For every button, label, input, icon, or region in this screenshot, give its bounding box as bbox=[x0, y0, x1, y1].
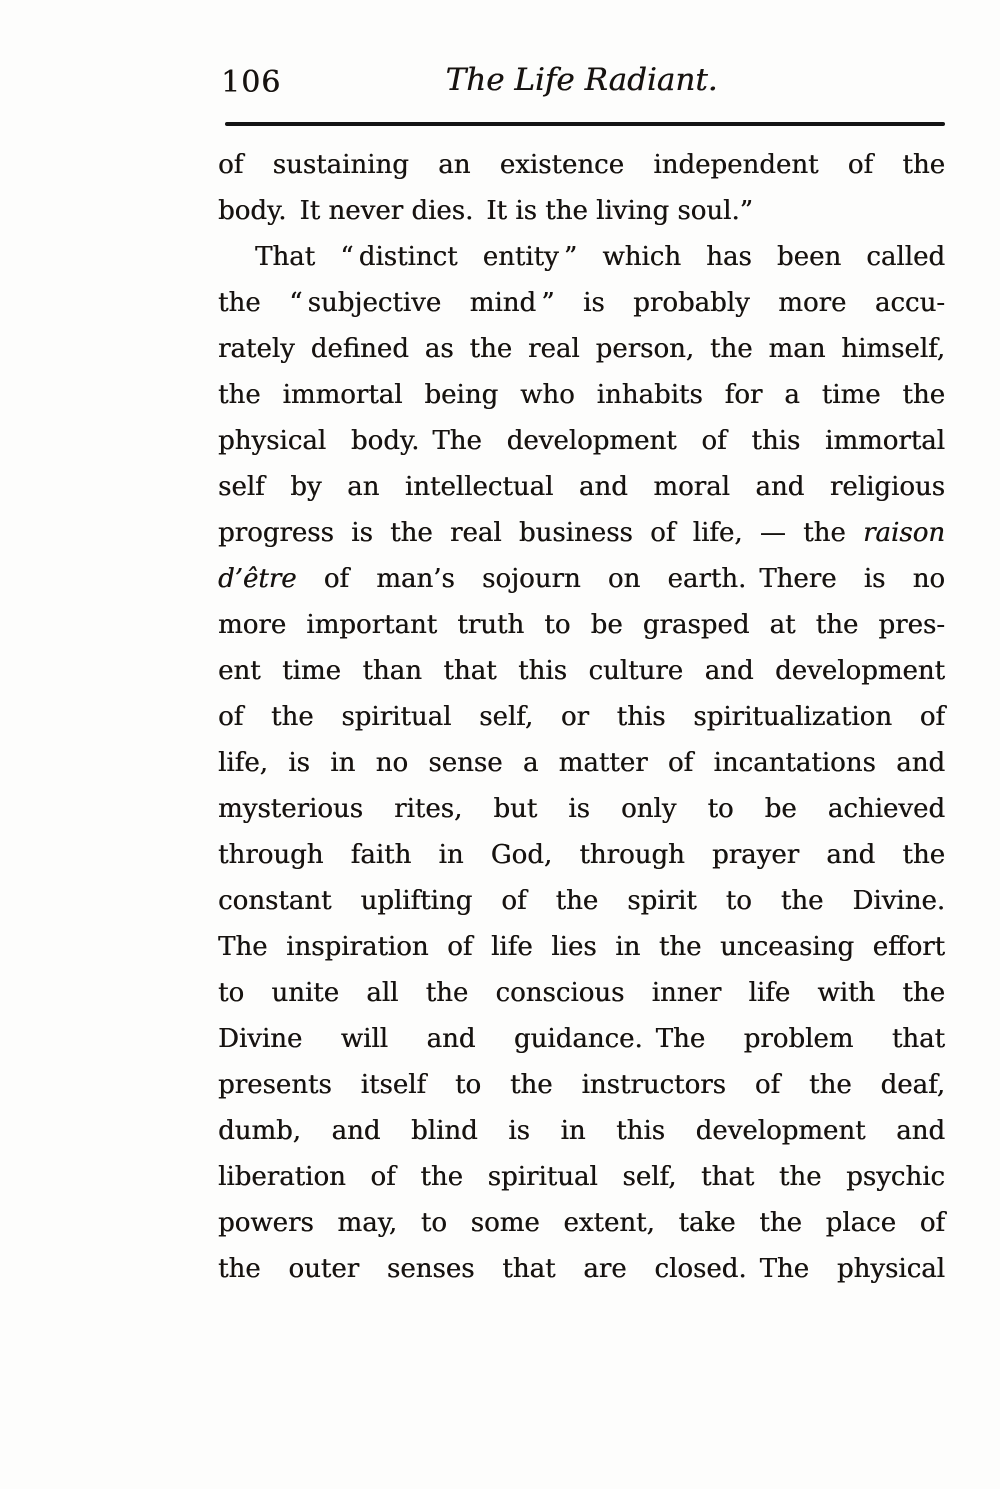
text-segment: self by an intellectual and moral and religious bbox=[218, 472, 945, 502]
text-line bbox=[218, 832, 945, 878]
text-line bbox=[218, 924, 945, 970]
text-line bbox=[218, 740, 945, 786]
text-segment: liberation of the spiritual self, that the psychic bbox=[218, 1162, 945, 1192]
text-segment: through faith in God, through prayer and the bbox=[218, 840, 945, 870]
text-segment: the “ subjective mind ” is probably more accu- bbox=[218, 288, 945, 318]
text-line bbox=[218, 280, 945, 326]
italic-text-segment: d’être bbox=[218, 564, 297, 594]
text-line bbox=[218, 970, 945, 1016]
text-segment: mysterious rites, but is only to be achieved bbox=[218, 794, 945, 824]
text-segment: progress is the real business of life, — the bbox=[218, 518, 863, 548]
text-segment: body. It never dies. It is the living soul.” bbox=[218, 196, 753, 226]
text-line bbox=[218, 234, 945, 280]
text-segment: physical body. The development of this immortal bbox=[218, 426, 945, 456]
text-line bbox=[218, 694, 945, 740]
text-segment: the immortal being who inhabits for a time the bbox=[218, 380, 945, 410]
text-line bbox=[218, 1200, 945, 1246]
italic-text-segment: raison bbox=[863, 518, 945, 548]
text-line bbox=[218, 418, 945, 464]
text-segment: the outer senses that are closed. The physical bbox=[218, 1254, 945, 1284]
page-number: 106 bbox=[221, 65, 282, 100]
text-line bbox=[218, 786, 945, 832]
text-segment: Divine will and guidance. The problem that bbox=[218, 1024, 945, 1054]
text-line bbox=[218, 464, 945, 510]
text-segment: rately defined as the real person, the man himself, bbox=[218, 334, 945, 364]
text-line bbox=[218, 510, 945, 556]
text-segment: constant uplifting of the spirit to the Divine. bbox=[218, 886, 945, 916]
text-line bbox=[218, 1016, 945, 1062]
text-segment: dumb, and blind is in this development and bbox=[218, 1116, 945, 1146]
text-line bbox=[218, 648, 945, 694]
text-segment: of the spiritual self, or this spiritualization of bbox=[218, 702, 945, 732]
running-title: The Life Radiant. bbox=[445, 62, 718, 98]
text-segment: to unite all the conscious inner life with the bbox=[218, 978, 945, 1008]
text-line bbox=[218, 602, 945, 648]
text-segment: That “ distinct entity ” which has been called bbox=[255, 242, 945, 272]
text-line bbox=[218, 878, 945, 924]
header-rule-divider bbox=[225, 122, 945, 126]
text-segment: presents itself to the instructors of the deaf, bbox=[218, 1070, 945, 1100]
text-segment: The inspiration of life lies in the unceasing effort bbox=[218, 932, 945, 962]
text-line bbox=[218, 326, 945, 372]
text-line bbox=[218, 1246, 945, 1292]
text-line bbox=[218, 556, 945, 602]
text-line bbox=[218, 372, 945, 418]
text-segment: of man’s sojourn on earth. There is no bbox=[296, 564, 945, 594]
text-line bbox=[218, 1154, 945, 1200]
text-block bbox=[218, 142, 945, 1292]
text-line bbox=[218, 1062, 945, 1108]
text-line bbox=[218, 188, 945, 234]
text-line bbox=[218, 1108, 945, 1154]
text-segment: ent time than that this culture and development bbox=[218, 656, 945, 686]
text-line bbox=[218, 142, 945, 188]
text-segment: of sustaining an existence independent of the bbox=[218, 150, 945, 180]
text-segment: life, is in no sense a matter of incantations and bbox=[218, 748, 945, 778]
text-segment: powers may, to some extent, take the place of bbox=[218, 1208, 945, 1238]
text-segment: more important truth to be grasped at the pres- bbox=[218, 610, 945, 640]
